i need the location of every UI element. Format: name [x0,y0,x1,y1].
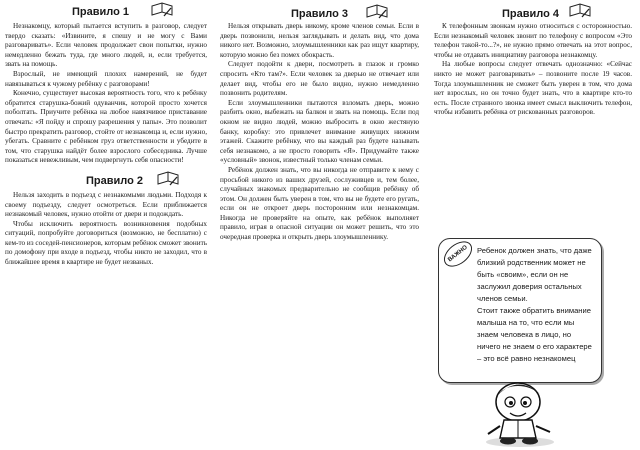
open-book-icon [365,4,389,20]
rule-1-header [0,0,213,22]
rule-1-paragraph: Конечно, существует высокая вероятность того, что к ребёнку обратится старушка-божий одуванчик, которой просто хочется поболтать. Приучите ребёнка на любое навязчивое приставание отвечать: «Я пойду и спрошу разрешения у папы». Это позволит быстро прекратить разговор, стойте от незнакомца и, если нужно, убегать. Сравните с ребёнком груз ответственности и убедите в том, что старушка найдёт более взрослого собеседника. Лучше показаться невежливым, чем подвергнуть себя опасности! [5,89,207,165]
rule-2-body [0,191,213,268]
open-book-icon [150,2,174,18]
rule-3-paragraph: Следует подойти к двери, посмотреть в глазок и громко спросить «Кто там?». Если человек за дверью не отвечает или делает вид, чтобы его не было видно, нужно немедленно позвонить родителям. [220,60,419,98]
rule-3-paragraph: Ребёнок должен знать, что вы никогда не отправите к нему с просьбой никого из ваших друзей, сослуживцев и, тем более, случайных знакомых предварительно не сообщив ребёнку об этом. Он должен быть уверен в том, что вы не будете его ругать, если он не откроет дверь посторонним или незнакомцам. Никогда не проверяйте на опыте, как ребёнок выполняет правило, играя в опасной ситуации он может решить, что это очередная проверка и открыть дверь злоумышленнику. [220,165,419,242]
rule-3-header [213,0,426,22]
rule-1-paragraph: Незнакомцу, который пытается вступить в разговор, следует твердо сказать: «Извините, я спешу и не могу с Вами разговаривать». Если человек продолжает свои попытки, нужно немедленно бежать туда, где много людей, и, если требуется, звать на помощь. [5,22,207,69]
important-badge: ВАЖНО [439,236,477,271]
rule-3-paragraph: Если злоумышленники пытаются взломать дверь, можно разбить окно, выбежать на балкон и звать на помощь. Если под окном не видно людей, можно выбросить в окно жестяную банку, коробку: это привлечет внимание живущих нижним этажей. Скажите ребёнку, что вы каждый раз будете называть себя незнакомо, а не просто говорить «Я». Придумайте также «условный» звонок, известный только членам семьи. [220,98,419,165]
rule-3-body [213,22,426,243]
rule-2-paragraph: Чтобы исключить вероятность возникновения подобных ситуаций, попробуйте договориться (возможно, не бесплатно) с кем-то из соседей-пенсионеров, которым ребёнок сможет звонить по домофону при входе в подъезд, чтобы никто не заходил, что в ближайшее время в квартире не будет незваных. [5,219,207,267]
cartoon-child-mascot-icon [470,372,570,448]
important-note-paragraph: Ребенок должен знать, что даже близкий родственник может не быть «своим», если он не заслужил доверия остальных членов семьи. [477,246,592,303]
column-2 [213,0,426,450]
rule-2-header [0,169,213,191]
rule-1-title: Правило 1 [72,6,130,18]
open-book-icon [568,3,592,19]
important-note-paragraph: Стоит также обратить внимание малыша на то, что если мы знаем человека в лицо, но ничего не знаем о его характере – это всё равно незнакомец [477,306,592,363]
rule-4-paragraph: На любые вопросы следует отвечать однозначно: «Сейчас никто не может разговаривать» – позвоните после 19 часов. Тогда злоумышленник не сможет быть уверен в том, что дома нет взрослых, но он точно будет знать, что в квартире кто-то есть. После странного звонка имеет смысл выключить телефон, чтобы избавить ребёнка от рискованных разговоров. [434,60,632,117]
open-book-icon [156,171,180,187]
rule-1-paragraph: Взрослый, не имеющий плохих намерений, не будет навязываться к чужому ребёнку с разговорами! [5,69,207,88]
rule-4-body [426,22,640,118]
rule-4-header [426,0,640,22]
rule-3-paragraph: Нельзя открывать дверь никому, кроме членов семьи. Если в дверь позвонили, нельзя заглядывать и делать вид, что дома никого нет. Возможно, злоумышленники как раз ищут квартиру, которую можно без помех обокрасть. [220,22,419,59]
column-1 [0,0,213,450]
rule-2-title: Правило 2 [86,174,144,187]
rule-4-paragraph: К телефонным звонкам нужно относиться с осторожностью. Если незнакомый человек звонит по телефону с вопросом «Это телефон такой-то...?», не нужно прямо отвечать на этот вопрос, чтобы не отдавать инициативу разговора незнакомцу. [434,22,632,59]
rule-1-body [0,22,213,166]
rule-4-title: Правило 4 [502,8,560,20]
rule-3-title: Правило 3 [291,8,349,20]
rule-2-paragraph: Нельзя заходить в подъезд с незнакомыми людьми. Подходя к своему подъезду, следует осмотреться. Если приближается незнакомый человек, нужно отойти от двери и подождать. [5,190,207,219]
